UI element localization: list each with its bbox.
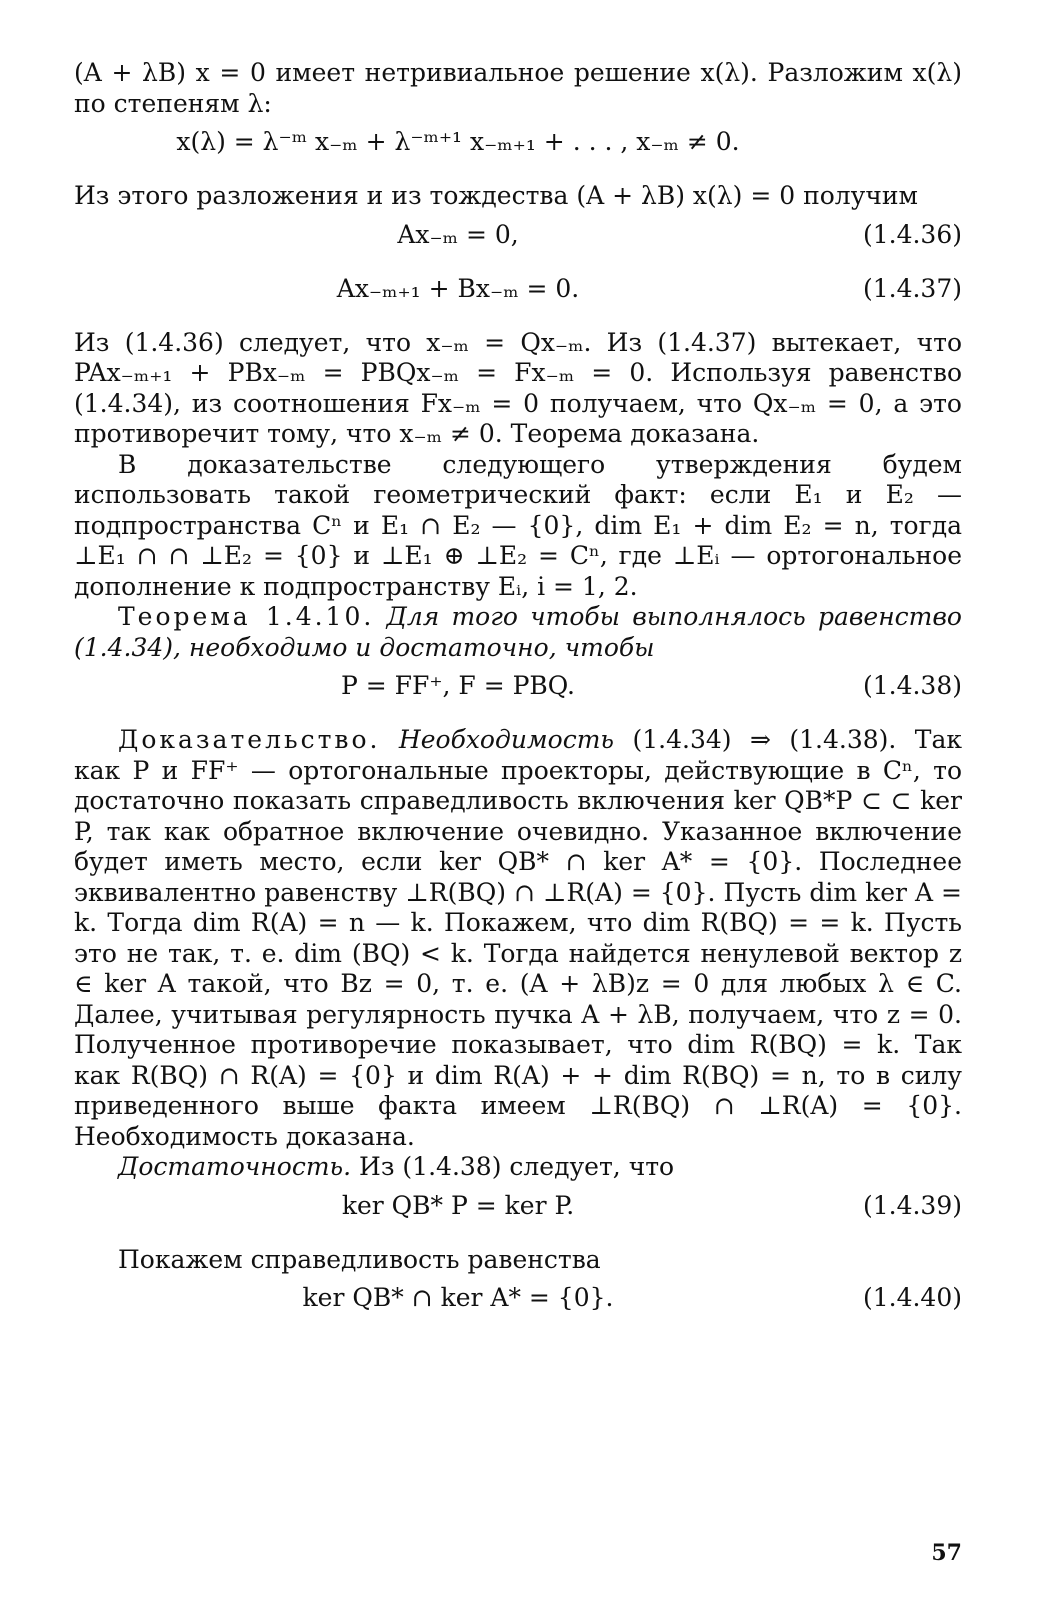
paragraph-geometric-fact: В доказательстве следующего утверждения будем использовать такой геометрический факт: если E₁ и E₂ — подпространства Cⁿ и E₁ ∩ E₂ — {0}, dim E₁ + dim E₂ = n, тогда ⊥E₁ ∩ ∩ ⊥E₂ = {0} и ⊥E₁ ⊕ ⊥E₂ = Cⁿ, где ⊥Eᵢ — ортогональное дополнение к подпространству Eᵢ, i = 1, 2. [74, 449, 962, 601]
paragraph-proof-end: Из (1.4.36) следует, что x₋ₘ = Qx₋ₘ. Из (1.4.37) вытекает, что PAx₋ₘ₊₁ + PBx₋ₘ = PBQx₋ₘ = Fx₋ₘ = 0. Используя равенство (1.4.34), из соотношения Fx₋ₘ = 0 получаем, что Qx₋ₘ = 0, а это противоречит тому, что x₋ₘ ≠ 0. Теорема доказана. [74, 327, 962, 448]
equation-number-1-4-36: (1.4.36) [862, 219, 962, 249]
paragraph-sufficiency [74, 1152, 962, 1183]
formula-1-4-39: ker QB* P = ker P. [341, 1190, 575, 1220]
paragraph-from-expansion: Из этого разложения и из тождества (A + λB) x(λ) = 0 получим [74, 181, 919, 210]
equation-number-1-4-39: (1.4.39) [862, 1190, 962, 1220]
sufficiency-text: Из (1.4.38) следует, что [359, 1152, 675, 1181]
theorem-label: Теорема 1.4.10. [118, 602, 375, 631]
equation-expansion [74, 127, 962, 173]
formula-expansion: x(λ) = λ⁻ᵐ x₋ₘ + λ⁻ᵐ⁺¹ x₋ₘ₊₁ + . . . , x₋ₘ ≠ 0. [176, 127, 740, 156]
theorem-statement: Для того чтобы выполнялось равенство (1.4.34), необходимо и достаточно, чтобы [74, 602, 962, 662]
page-number: 57 [931, 1540, 962, 1566]
equation-1-4-40 [74, 1283, 962, 1329]
necessity-text: (1.4.34) ⇒ (1.4.38). Так как P и FF⁺ — ортогональные проекторы, действующие в Cⁿ, то достаточно показать справедливость включения ker QB*P ⊂ ⊂ ker P, так как обратное включение очевидно. Указанное включение будет иметь место, если ker QB* ∩ ker A* = {0}. Последнее эквивалентно равенству ⊥R(BQ) ∩ ⊥R(A) = {0}. Пусть dim ker A = k. Тогда dim R(A) = n — k. Покажем, что dim R(BQ) = = k. Пусть это не так, т. е. dim (BQ) < k. Тогда найдется ненулевой вектор z ∈ ker A такой, что Bz = 0, т. е. (A + λB)z = 0 для любых λ ∈ C. Далее, учитывая регулярность пучка A + λB, получаем, что z = 0. Полученное противоречие показывает, что dim R(BQ) = k. Так как R(BQ) ∩ R(A) = {0} и dim R(A) + + dim R(BQ) = n, то в силу приведенного выше факта имеем ⊥R(BQ) ∩ ⊥R(A) = {0}. Необходимость доказана. [74, 725, 962, 1151]
equation-number-1-4-40: (1.4.40) [862, 1283, 962, 1312]
theorem-1-4-10 [74, 602, 962, 663]
sufficiency-label: Достаточность. [118, 1152, 352, 1181]
equation-1-4-37 [74, 274, 962, 320]
equation-number-1-4-38: (1.4.38) [862, 671, 962, 700]
equation-1-4-36 [74, 220, 962, 266]
proof-label: Доказательство. [118, 725, 381, 754]
paragraph-necessity [74, 725, 962, 1152]
paragraph-show-equality: Покажем справедливость равенства [118, 1244, 601, 1274]
necessity-label: Необходимость [398, 725, 615, 754]
formula-1-4-40: ker QB* ∩ ker A* = {0}. [302, 1283, 614, 1312]
equation-1-4-38 [74, 671, 962, 717]
formula-1-4-37: Ax₋ₘ₊₁ + Bx₋ₘ = 0. [336, 273, 580, 303]
equation-1-4-39 [74, 1191, 962, 1237]
formula-1-4-36: Ax₋ₘ = 0, [397, 219, 519, 249]
equation-number-1-4-37: (1.4.37) [862, 273, 962, 303]
formula-1-4-38: P = FF⁺, F = PBQ. [340, 671, 576, 700]
paragraph-intro: (A + λB) x = 0 имеет нетривиальное решение x(λ). Разложим x(λ) по степеням λ: [74, 58, 962, 118]
